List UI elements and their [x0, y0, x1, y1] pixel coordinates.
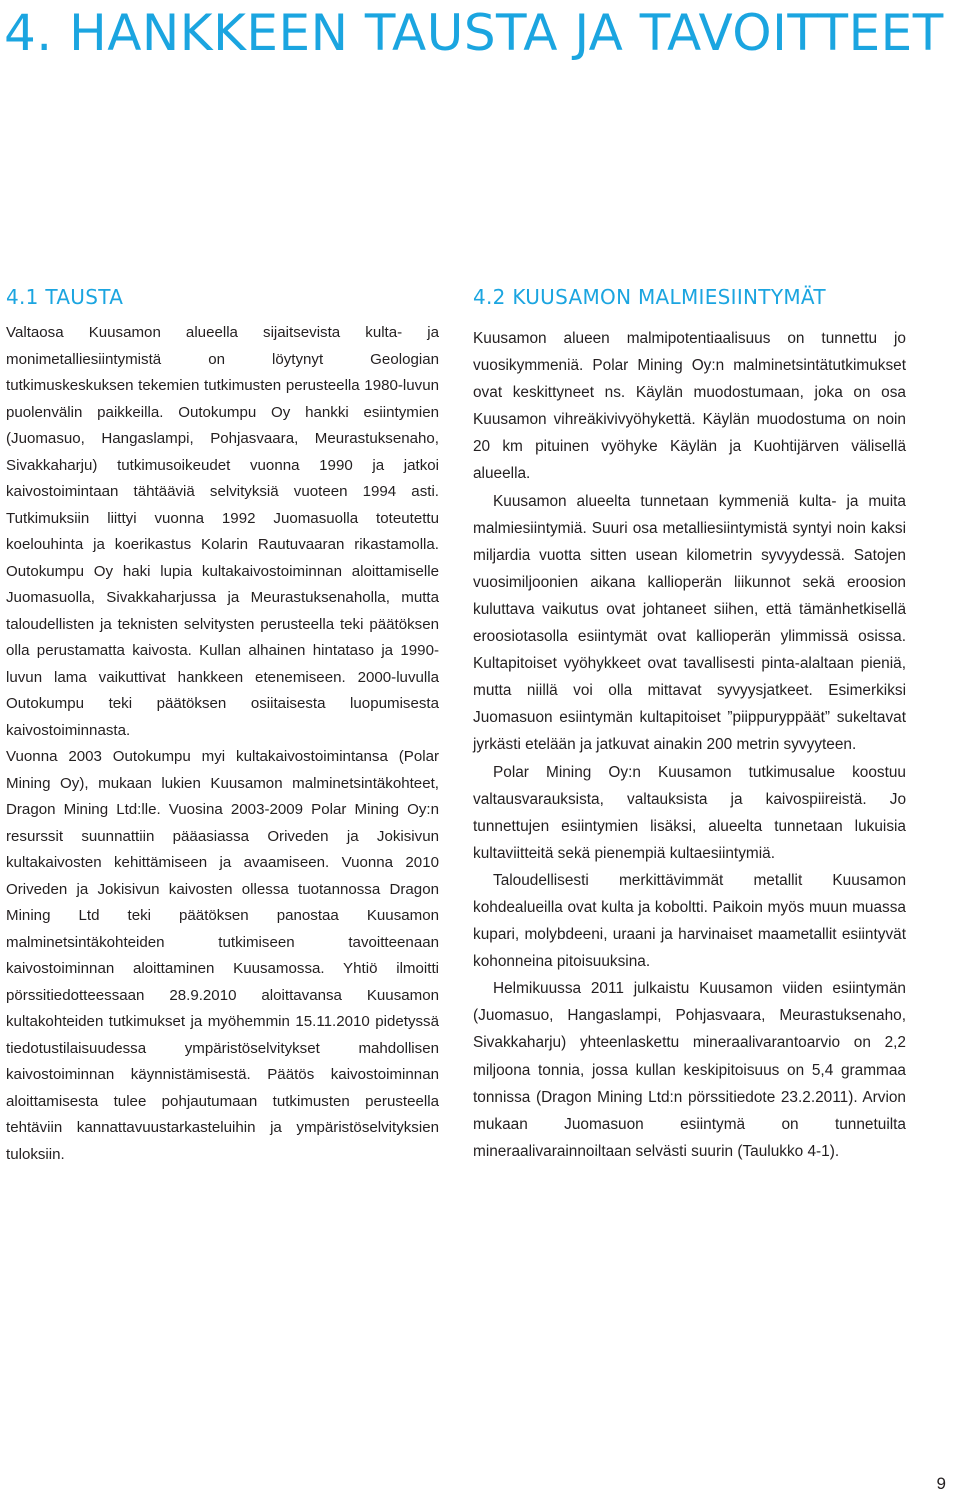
chapter-title: 4. HANKKEEN TAUSTA JA TAVOITTEET: [4, 4, 944, 62]
paragraph: Valtaosa Kuusamon alueella sijaitsevista kulta- ja monimetalliesiintymistä on löytynyt Geologian tutkimuskeskuksen tekemien tutkimusten perusteella 1980-luvun puolenvälin paikkeilla. Outokumpu Oy hankki esiintymien (Juomasuo, Hangaslampi, Pohjasvaara, Meurastuksenaho, Sivakkaharju) tutkimusoikeudet vuonna 1990 ja jatkoi kaivostoimintaan tähtääviä selvityksiä vuoteen 1994 asti. Tutkimuksiin liittyi vuonna 1992 Juomasuolla toteutettu koelouhinta ja koerikastus Kolarin Rautuvaaran rikastamolla. Outokumpu Oy haki lupia kultakaivostoiminnan aloittamiselle Juomasuolla, Sivakkaharjussa ja Meurastuksenaholla, mutta taloudellisten ja teknisten selvitysten perusteella teki päätöksen olla perustamatta kaivosta. Kullan alhainen hintataso ja 1990-luvun lama vaikuttivat hankkeen etenemiseen. 2000-luvulla Outokumpu teki päätöksen osiitaisesta luopumisesta kaivostoiminnasta.: [6, 324, 439, 739]
column-right: [473, 282, 906, 1165]
column-left: [6, 282, 439, 1168]
page-number: 9: [936, 1474, 946, 1493]
paragraph: Taloudellisesti merkittävimmät metallit Kuusamon kohdealueilla ovat kulta ja koboltti. Paikoin myös muun muassa kupari, molybdeeni, uraani ja harvinaiset maametallit esiintyvät kohonneina pitoisuuksina.: [473, 871, 906, 971]
paragraph: Polar Mining Oy:n Kuusamon tutkimusalue koostuu valtausvarauksista, valtauksista ja kaivospiireistä. Jo tunnettujen esiintymien lisäksi, alueelta tunnetaan lukuisia kultaviitteitä sekä pienempiä kultaesiintymiä.: [473, 763, 906, 862]
section-heading-tausta: 4.1 TAUSTA: [6, 285, 124, 309]
paragraph: Vuonna 2003 Outokumpu myi kultakaivostoimintansa (Polar Mining Oy), mukaan lukien Kuusamon malminetsintäkohteet, Dragon Mining Ltd:lle. Vuosina 2003-2009 Polar Mining Oy:n resurssit suunnattiin pääasiassa Oriveden ja Jokisivun kultakaivosten kehittämiseen ja avaamiseen. Vuonna 2010 Oriveden ja Jokisivun kaivosten ollessa tuotannossa Dragon Mining Ltd teki päätöksen panostaa Kuusamon malminetsintäkohteiden tutkimiseen tavoitteenaan kaivostoiminnan aloittaminen Kuusamossa. Yhtiö ilmoitti pörssitiedotteessaan 28.9.2010 aloittavansa Kuusamon kultakohteiden tutkimukset ja myöhemmin 15.11.2010 pidetyssä tiedotustilaisuudessa ympäristöselvitykset mahdollisen kaivostoiminnan käynnistämisestä. Päätös kaivostoiminnan aloittamisesta tulee pohjautumaan tutkimusten perusteella tehtäviin kannattavuustarkasteluihin ja ympäristöselvityksien tuloksiin.: [6, 748, 439, 1163]
paragraph: Helmikuussa 2011 julkaistu Kuusamon viiden esiintymän (Juomasuo, Hangaslampi, Pohjasvaara, Meurastuksenaho, Sivakkaharju) yhteenlaskettu mineraalivarantoarvio on 2,2 miljoona tonnia, jossa kullan keskipitoisuus on 5,4 grammaa tonnissa (Dragon Mining Ltd:n pörssitiedote 23.2.2011). Arvion mukaan Juomasuon esiintymä on tunnetuilta mineraalivarainnoiltaan selvästi suurin (Taulukko 4-1).: [473, 980, 906, 1160]
section-heading-malmiesiintymat: 4.2 KUUSAMON MALMIESIINTYMÄT: [473, 285, 826, 309]
paragraph: Kuusamon alueelta tunnetaan kymmeniä kulta- ja muita malmiesiintymiä. Suuri osa metalliesiintymistä syntyi noin kaksi miljardia vuotta sitten usean kilometrin syvyydessä. Satojen vuosimiljoonien aikana kallioperän liikunnot sekä eroosion kuluttava vaikutus ovat johtaneet siihen, että tämänhetkisellä eroosiotasolla esiintymät ovat kallioperän ylimmissä osissa. Kultapitoiset vyöhykkeet ovat tavallisesti pinta-alaltaan pieniä, mutta niillä voi olla mittavat syvyysjatkeet. Esimerkiksi Juomasuon esiintymän kultapitoiset ”piippuryppäät” sukeltavat jyrkästi etelään ja jatkuvat ainakin 200 metrin syvyyteen.: [473, 492, 906, 754]
paragraph: Kuusamon alueen malmipotentiaalisuus on tunnettu jo vuosikymmeniä. Polar Mining Oy:n malminetsintätutkimukset ovat keskittyneet ns. Käylän muodostumaan, joka on osa Kuusamon vihreäkivivyöhykettä. Käylän muodostuma on noin 20 km pituinen vyöhyke Käylän ja Kuohtijärven välisellä alueella.: [473, 330, 906, 483]
